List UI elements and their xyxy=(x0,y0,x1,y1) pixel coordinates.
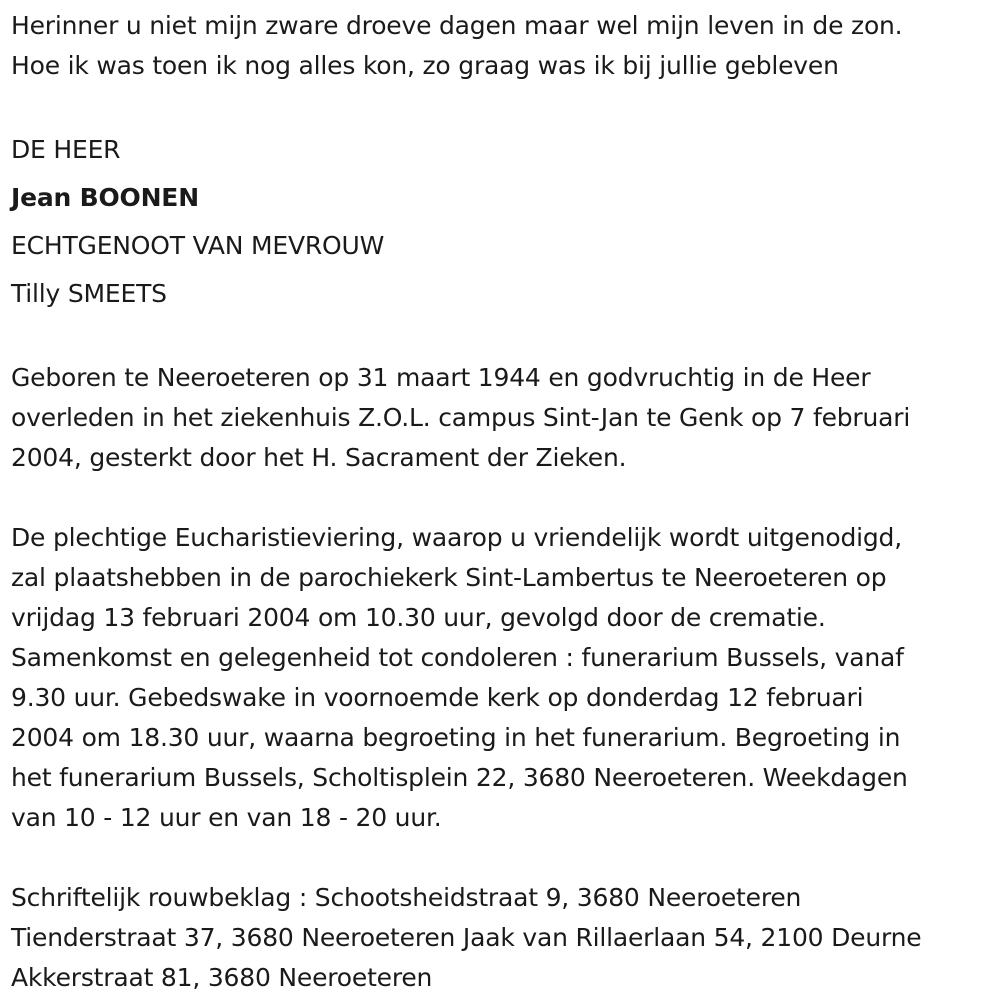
paragraph-line: vrijdag 13 februari 2004 om 10.30 uur, gevolgd door de crematie. xyxy=(11,603,826,632)
paragraph-line: Akkerstraat 81, 3680 Neeroeteren xyxy=(11,963,433,992)
deceased-title: DE HEER xyxy=(11,135,121,164)
spacer xyxy=(11,838,996,878)
paragraph-line: De plechtige Eucharistieviering, waarop u vriendelijk wordt uitgenodigd, xyxy=(11,523,902,552)
motto-line: Hoe ik was toen ik nog alles kon, zo graag was ik bij jullie gebleven xyxy=(11,51,839,80)
condolences-paragraph xyxy=(11,878,996,998)
paragraph-line: overleden in het ziekenhuis Z.O.L. campus Sint-Jan te Genk op 7 februari xyxy=(11,403,911,432)
motto-section xyxy=(11,6,996,86)
deceased-name: Jean BOONEN xyxy=(11,183,199,212)
spacer xyxy=(11,478,996,518)
paragraph-line: 9.30 uur. Gebedswake in voornoemde kerk op donderdag 12 februari xyxy=(11,683,864,712)
deceased-relation: ECHTGENOOT VAN MEVROUW xyxy=(11,231,385,260)
paragraph-line: 2004 om 18.30 uur, waarna begroeting in het funerarium. Begroeting in xyxy=(11,723,901,752)
paragraph-line: Schriftelijk rouwbeklag : Schootsheidstraat 9, 3680 Neeroeteren xyxy=(11,883,802,912)
paragraph-line: 2004, gesterkt door het H. Sacrament der Zieken. xyxy=(11,443,627,472)
paragraph-line: Geboren te Neeroeteren op 31 maart 1944 en godvruchtig in de Heer xyxy=(11,363,871,392)
paragraph-line: zal plaatshebben in de parochiekerk Sint-Lambertus te Neeroeteren op xyxy=(11,563,887,592)
service-paragraph xyxy=(11,518,996,838)
deceased-section xyxy=(11,126,996,318)
paragraph-line: het funerarium Bussels, Scholtisplein 22, 3680 Neeroeteren. Weekdagen xyxy=(11,763,908,792)
motto-line: Herinner u niet mijn zware droeve dagen maar wel mijn leven in de zon. xyxy=(11,11,903,40)
obituary-document xyxy=(11,6,996,998)
paragraph-line: van 10 - 12 uur en van 18 - 20 uur. xyxy=(11,803,442,832)
spacer xyxy=(11,86,996,126)
paragraph-line: Tienderstraat 37, 3680 Neeroeteren Jaak van Rillaerlaan 54, 2100 Deurne xyxy=(11,923,922,952)
paragraph-line: Samenkomst en gelegenheid tot condoleren : funerarium Bussels, vanaf xyxy=(11,643,904,672)
spacer xyxy=(11,318,996,358)
spouse-name: Tilly SMEETS xyxy=(11,279,167,308)
birth-death-paragraph xyxy=(11,358,996,478)
